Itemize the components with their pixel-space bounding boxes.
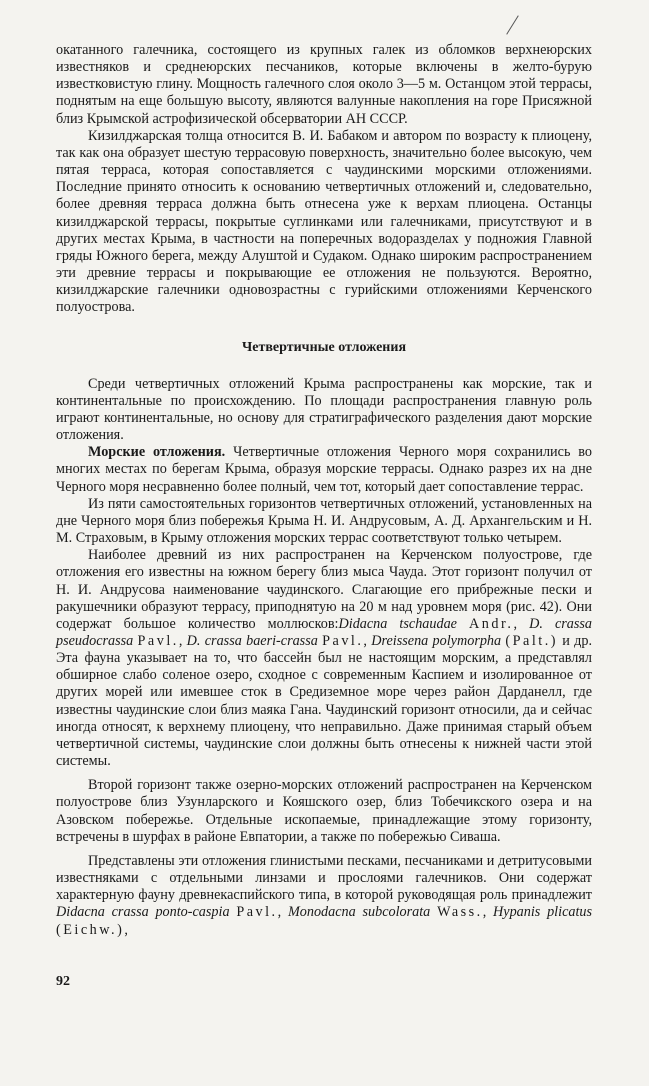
page-body <box>56 42 592 939</box>
paragraph: Морские отложения. Четвертичные отложения Черного моря сохранились во многих местах по берегам Крыма, образуя морские террасы. Однако разрез их на дне Черного моря несравненно более полный, чем тот, который дает сопоставление террас. <box>56 444 592 495</box>
species-author: (Palt.) <box>505 633 558 649</box>
species-name: Monodacna subcolorata <box>287 904 431 921</box>
species-author: (Eichw.), <box>56 921 131 938</box>
species-author: Pavl. <box>322 633 364 649</box>
pencil-mark <box>506 15 519 34</box>
paragraph: Среди четвертичных отложений Крыма распространены как морские, так и континентальные по происхождению. По площади распространения главную роль играют континентальные, но основу для стратиграфического разделения дают морские отложения. <box>56 375 592 444</box>
species-name: Didacna crassa ponto-caspia <box>56 904 230 921</box>
page-number: 92 <box>56 974 70 989</box>
species-author: Pavl. <box>137 633 179 649</box>
paragraph: Второй горизонт также озерно-морских отложений распространен на Керченском полуострове близ Узунларского и Кояшского озер, близ Тобечикского озера и на Азовском побережье. Отдельные ископаемые, принадлежащие этому горизонту, встречены в шурфах в районе Евпатории, а также по побережью Сиваша. <box>56 777 592 845</box>
species-name: Didacna tschaudae <box>338 615 457 632</box>
paragraph: окатанного галечника, состоящего из крупных галек из обломков верхнеюрских известняков и среднеюрских песчаников, которые включены в желто-бурую известковистую глину. Мощность галечного слоя около 3—5 м. Останцом этой террасы, поднятым на еще большую высоту, являются валунные накопления на горе Присяжной близ Крымской астрофизической обсерватории АН СССР. <box>56 42 592 127</box>
section-heading: Четвертичные отложения <box>241 339 407 355</box>
species-name: D. crassa pseudocrassa <box>56 615 593 649</box>
species-name: Hypanis plicatus <box>493 904 593 921</box>
species-name: D. crassa baeri-crassa <box>186 633 318 649</box>
species-name: Dreissena polymorpha <box>371 633 502 649</box>
paragraph: Кизилджарская толща относится В. И. Бабаком и автором по возрасту к плиоцену, так как она образует шестую террасовую поверхность, значительно более высокую, чем пятая терраса, которая сопоставляется с чаудинскими морскими отложениями. Последние принято относить к основанию четвертичных отложений и, следовательно, более древняя терраса должна быть отнесена уже к верхам плиоцена. Останцы кизилджарской террасы, покрытые суглинками или галечниками, присутствуют и в других местах Крыма, в частности на поперечных водоразделах у подножия Главной гряды Южного берега, между Алуштой и Судаком. Однако широким распространением эти древние террасы и покрывающие ее отложения не пользуются. Вероятно, кизилджарские галечники одновозрастны с гурийскими отложениями Керченского полуострова. <box>56 127 592 316</box>
paragraph: Представлены эти отложения глинистыми песками, песчаниками и детритусовыми известняками с отдельными линзами и прослоями галечников. Они содержат характерную фауну древнекаспийского типа, в которой руководящая роль принадлежит Didacna crassa ponto-caspia Pavl., Monodacna subcolorata Wass., Hypanis plicatus (Eichw.), <box>56 852 593 938</box>
paragraph: Наиболее древний из них распространен на Керченском полуострове, где отложения его известны на южном берегу близ мыса Чауда. Этот горизонт получил от Н. И. Андрусова наименование чаудинского. Слагающие его прибрежные пески и ракушечники образуют террасу, приподнятую на 20 м над уровнем моря (рис. 42). Они содержат большое количество моллюсков:Didacna tschaudae Andr., D. crassa pseudocrassa Pavl., D. crassa baeri-crassa Pavl., Dreissena polymorpha (Palt.) и др. Эта фауна указывает на то, что бассейн был не настоящим морским, а представлял обширное слабо соленое озеро, сходное с современным Каспием и изолированное от других морей или имевшее сток в Средиземное море через район Дарданелл, где известны чаудинские слои близ маяка Гана. Чаудинский горизонт относили, да и сейчас иногда относят, к верхнему плиоцену, что неправильно. Даже принимая старый объем четвертичной системы, чаудинские слои должны быть отнесены к нижней части этой системы. <box>56 547 593 770</box>
species-author: Andr. <box>469 615 514 632</box>
species-author: Pavl. <box>236 904 278 921</box>
subsection-lead: Морские отложения. <box>88 444 226 461</box>
paragraph: Из пяти самостоятельных горизонтов четвертичных отложений, установленных на дне Черного моря близ побережья Крыма Н. И. Андрусовым, А. Д. Архангельским и Н. М. Страховым, в Крыму отложения морских террас соответствуют только четырем. <box>56 495 592 547</box>
species-author: Wass. <box>437 904 483 921</box>
